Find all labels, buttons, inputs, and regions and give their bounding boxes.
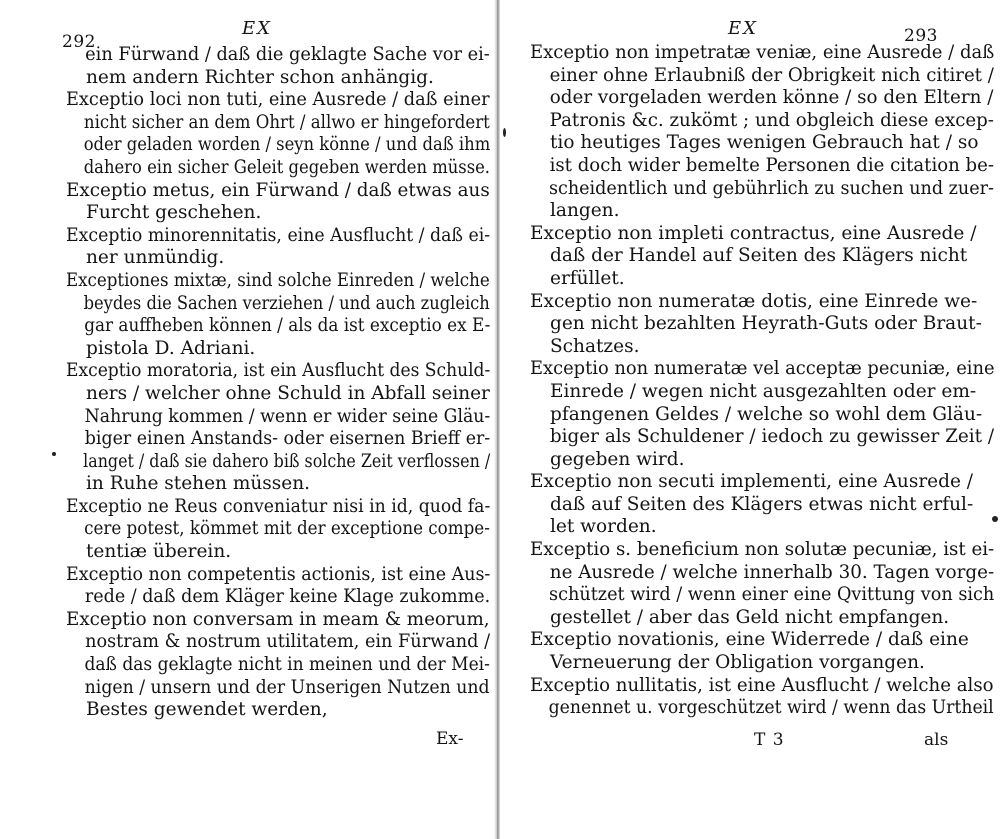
ink-speck — [503, 128, 506, 137]
text-line: schützet wird / wenn einer eine Qvittung von sich — [549, 584, 995, 606]
text-line: nem andern Richter schon anhängig. — [86, 66, 434, 88]
text-line: einer ohne Erlaubniß der Obrigkeit nich citiret / — [549, 64, 994, 86]
text-line: pistola D. Adriani. — [86, 337, 256, 359]
text-line: oder geladen worden / seyn könne / und daß ihm — [83, 134, 491, 156]
text-line: Nahrung kommen / wenn er wider seine Gläu- — [84, 405, 491, 427]
catchword: als — [924, 730, 949, 750]
text-line: ist doch wider bemelte Personen die citation be- — [549, 154, 995, 176]
text-line: ne Ausrede / welche innerhalb 30. Tagen vorge- — [549, 561, 995, 583]
text-line: daß das geklagte nicht in meinen und der Mei- — [84, 654, 490, 676]
text-line: ein Fürwand / daß die geklagte Sache vor ei- — [85, 44, 490, 65]
text-line: gestellet / aber das Geld nicht empfangen. — [550, 606, 950, 628]
page-number: 292 — [62, 32, 96, 52]
text-line: nostram & nostrum utilitatem, ein Fürwand / — [85, 631, 491, 653]
text-line: oder vorgeladen werden könne / so den Eltern / — [549, 87, 994, 109]
right-page — [500, 0, 1000, 839]
text-line: in Ruhe stehen müssen. — [86, 473, 311, 495]
ink-speck — [992, 516, 998, 522]
text-body — [66, 44, 560, 722]
text-line: langet / daß sie dahero biß solche Zeit verflossen / — [83, 450, 491, 472]
text-line: scheidentlich und gebührlich zu suchen und zuer- — [548, 177, 994, 199]
text-line: ners / welcher ohne Schuld in Abfall seiner — [85, 382, 490, 404]
text-line: Exceptio ne Reus conveniatur nisi in id, quod fa- — [66, 495, 491, 517]
ink-speck — [52, 452, 56, 456]
text-line: Exceptio non numeratæ vel acceptæ pecuniæ, eine — [530, 358, 995, 380]
text-body — [530, 42, 1000, 720]
text-line: Exceptio moratoria, ist ein Ausflucht des Schuld- — [66, 360, 491, 382]
text-line: Schatzes. — [550, 335, 640, 357]
text-line: Exceptio minorennitatis, eine Ausflucht / daß ei- — [66, 224, 491, 246]
text-line: Exceptio novationis, eine Widerrede / daß eine — [530, 629, 969, 651]
text-line: Bestes gewendet werden, — [86, 699, 328, 721]
text-line: nigen / unsern und der Unserigen Nutzen und — [84, 676, 490, 698]
text-line: dahero ein sicher Geleit gegeben werden müsse. — [83, 156, 491, 178]
text-line: Exceptio metus, ein Fürwand / daß etwas aus — [66, 179, 490, 201]
text-line: genennet u. vorgeschützet wird / wenn das Urtheil — [548, 697, 994, 719]
running-head: EX — [728, 18, 758, 39]
signature-mark: T 3 — [754, 730, 785, 750]
running-head: EX — [242, 18, 272, 39]
text-line: rede / daß dem Kläger keine Klage zukomme. — [84, 586, 491, 608]
text-line: Exceptio nullitatis, ist eine Ausflucht / welche also — [530, 674, 994, 696]
text-line: Furcht geschehen. — [86, 202, 262, 224]
text-line: Patronis &c. zukömt ; und obgleich diese excep- — [549, 109, 994, 131]
text-line: nicht sicher an dem Ohrt / allwo er hingefordert — [83, 111, 490, 133]
text-line: Exceptio non competentis actionis, ist eine Aus- — [66, 563, 491, 585]
text-line: erfüllet. — [550, 267, 625, 289]
text-line: biger einen Anstands- oder eisernen Brieff er- — [84, 428, 491, 450]
text-line: daß der Handel auf Seiten des Klägers nicht — [550, 245, 968, 267]
text-line: biger als Schuldener / iedoch zu gewisser Zeit / — [549, 426, 995, 448]
text-line: Exceptio non impetratæ veniæ, eine Ausrede / daß — [530, 42, 995, 63]
text-line: gen nicht bezahlten Heyrath-Guts oder Braut- — [550, 313, 982, 335]
text-line: tio heutiges Tages wenigen Gebrauch hat / so — [550, 132, 979, 154]
text-line: Exceptio non impleti contractus, eine Ausrede / — [530, 222, 977, 244]
text-line: gegeben wird. — [550, 448, 685, 470]
text-line: beydes die Sachen verziehen / und auch zugleich — [83, 292, 490, 314]
text-line: gar auffheben können / als da ist exceptio ex E- — [84, 315, 491, 337]
text-line: langen. — [550, 200, 620, 222]
text-line: Einrede / wegen nicht ausgezahlten oder em- — [550, 380, 977, 402]
catchword: Ex- — [436, 729, 464, 749]
text-line: pfangenen Geldes / welche so wohl dem Gläu- — [550, 403, 983, 425]
text-line: daß auf Seiten des Klägers etwas nicht erful- — [550, 493, 974, 515]
left-page — [0, 0, 496, 839]
text-line: Exceptio loci non tuti, eine Ausrede / daß einer — [66, 89, 490, 111]
text-line: Exceptiones mixtæ, sind solche Einreden / welche — [66, 269, 490, 291]
page-number: 293 — [904, 26, 938, 46]
text-line: cere potest, kömmet mit der exceptione compe- — [84, 518, 490, 540]
text-line: Verneuerung der Obligation vorgangen. — [550, 652, 925, 674]
text-line: tentiæ überein. — [86, 541, 232, 563]
text-line: Exceptio non numeratæ dotis, eine Einrede we- — [530, 290, 978, 312]
text-line: Exceptio non secuti implementi, eine Ausrede / — [530, 471, 974, 493]
text-line: let worden. — [550, 516, 657, 538]
text-line: Exceptio s. beneficium non solutæ pecuniæ, ist ei- — [530, 539, 995, 561]
text-line: ner unmündig. — [86, 247, 225, 269]
text-line: Exceptio non conversam in meam & meorum, — [66, 608, 490, 630]
